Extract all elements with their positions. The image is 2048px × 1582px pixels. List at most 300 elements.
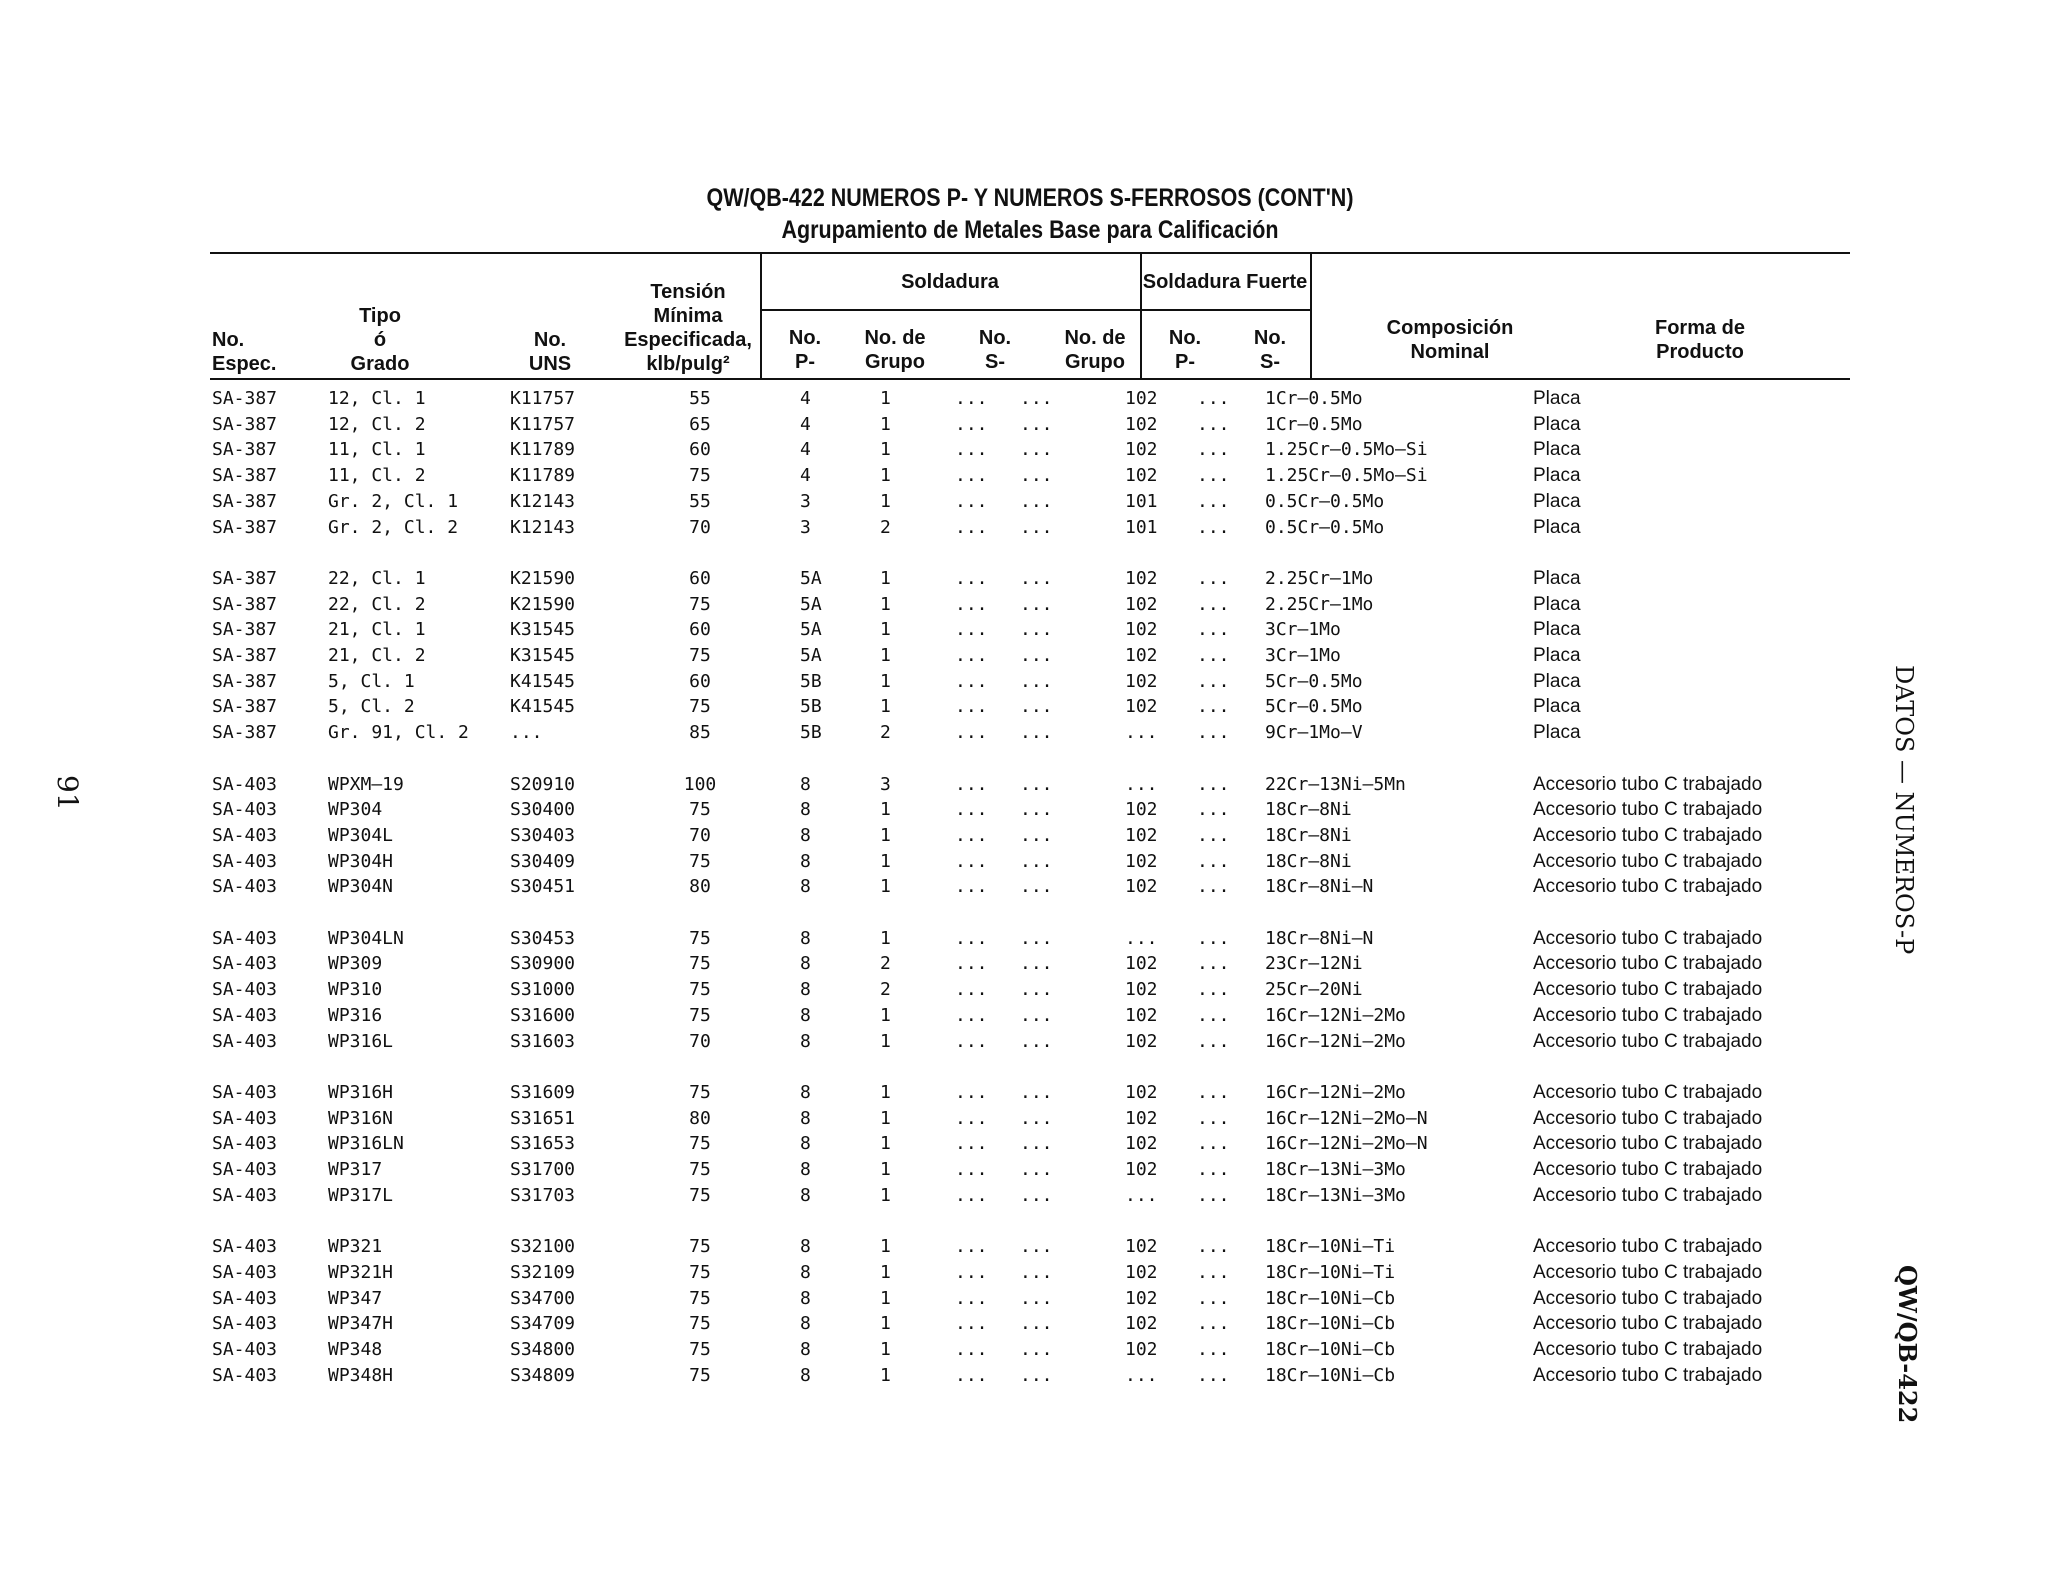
spec-cell: SA-403 <box>212 1338 278 1360</box>
sold-pno-cell: 8 <box>800 876 811 898</box>
composicion-cell: 18Cr–8Ni <box>1265 799 1352 821</box>
tipo-cell: WP304H <box>328 850 394 872</box>
sold-sno-cell: ... <box>955 1287 988 1309</box>
divider-fuerte-right <box>1310 252 1312 379</box>
sold-pno-cell: 8 <box>800 1133 811 1155</box>
sold-grupo-cell: 1 <box>880 1004 891 1026</box>
composicion-cell: 0.5Cr–0.5Mo <box>1265 516 1385 538</box>
table-row <box>212 617 1852 643</box>
tension-cell: 80 <box>689 876 711 898</box>
tension-cell: 60 <box>689 439 711 461</box>
tension-cell: 60 <box>689 619 711 641</box>
sold-sno-cell: ... <box>955 465 988 487</box>
tipo-cell: WP348 <box>328 1338 383 1360</box>
sold-grupo-cell: 1 <box>880 1081 891 1103</box>
sold-pno-cell: 4 <box>800 388 811 409</box>
sold-pno-cell: 8 <box>800 1364 811 1386</box>
spec-cell: SA-403 <box>212 1004 278 1026</box>
uns-cell: ... <box>510 722 543 744</box>
sold-grupo-cell: 2 <box>880 979 891 1001</box>
sold-pno-cell: 8 <box>800 850 811 872</box>
tipo-cell: 21, Cl. 1 <box>328 619 426 641</box>
code-side-label: QW/QB-422 <box>1893 1265 1922 1424</box>
table-row <box>212 823 1852 849</box>
spacer-cell <box>212 900 1852 926</box>
fuerte-sno-cell: ... <box>1197 645 1230 667</box>
forma-cell: Placa <box>1533 722 1581 744</box>
forma-cell: Accesorio tubo C trabajado <box>1533 927 1763 949</box>
composicion-cell: 18Cr–8Ni–N <box>1265 927 1374 949</box>
sold-sno-cell: ... <box>955 1261 988 1283</box>
table-row <box>212 1157 1852 1183</box>
tipo-cell: WP347 <box>328 1287 383 1309</box>
forma-cell: Placa <box>1533 516 1581 538</box>
spec-cell: SA-403 <box>212 1364 278 1386</box>
tipo-cell: WP347H <box>328 1313 394 1335</box>
table-row <box>212 797 1852 823</box>
fuerte-sno-cell: ... <box>1197 670 1230 692</box>
tension-cell: 55 <box>689 388 711 409</box>
spec-cell: SA-403 <box>212 773 278 795</box>
sold-sno-cell: ... <box>955 696 988 718</box>
sold-sgrupo-cell: ... <box>1020 850 1053 872</box>
table-row <box>212 643 1852 669</box>
sold-sgrupo-cell: ... <box>1020 670 1053 692</box>
sold-sgrupo-cell: ... <box>1020 1159 1053 1181</box>
forma-cell: Placa <box>1533 567 1581 589</box>
table-body <box>212 386 1852 1388</box>
tipo-cell: WP304 <box>328 799 383 821</box>
tension-cell: 85 <box>689 722 711 744</box>
sold-grupo-cell: 1 <box>880 439 891 461</box>
sold-grupo-cell: 1 <box>880 593 891 615</box>
sold-sno-cell: ... <box>955 516 988 538</box>
fuerte-pno-cell: 102 <box>1125 696 1158 718</box>
sold-sgrupo-cell: ... <box>1020 465 1053 487</box>
tension-cell: 60 <box>689 670 711 692</box>
composicion-cell: 16Cr–12Ni–2Mo–N <box>1265 1133 1428 1155</box>
table-row <box>212 1183 1852 1209</box>
fuerte-sno-cell: ... <box>1197 979 1230 1001</box>
sold-pno-cell: 8 <box>800 824 811 846</box>
fuerte-pno-cell: 102 <box>1125 876 1158 898</box>
sold-sgrupo-cell: ... <box>1020 773 1053 795</box>
spec-cell: SA-387 <box>212 619 278 641</box>
fuerte-pno-cell: ... <box>1125 1184 1158 1206</box>
table-row <box>212 720 1852 746</box>
table-row <box>212 1311 1852 1337</box>
sold-pno-cell: 8 <box>800 1107 811 1129</box>
composicion-cell: 23Cr–12Ni <box>1265 953 1363 975</box>
sold-grupo-cell: 1 <box>880 1107 891 1129</box>
tension-cell: 70 <box>689 516 711 538</box>
sold-grupo-cell: 1 <box>880 1184 891 1206</box>
sold-sgrupo-cell: ... <box>1020 824 1053 846</box>
tension-cell: 75 <box>689 953 711 975</box>
fuerte-sno-cell: ... <box>1197 953 1230 975</box>
fuerte-sno-cell: ... <box>1197 1261 1230 1283</box>
composicion-cell: 18Cr–10Ni–Cb <box>1265 1364 1396 1386</box>
composicion-cell: 25Cr–20Ni <box>1265 979 1363 1001</box>
uns-cell: S31653 <box>510 1133 576 1155</box>
fuerte-sno-cell: ... <box>1197 722 1230 744</box>
sold-sgrupo-cell: ... <box>1020 953 1053 975</box>
sold-grupo-cell: 1 <box>880 1313 891 1335</box>
fuerte-pno-cell: 101 <box>1125 490 1158 512</box>
header-sold-pno: No. P- <box>788 327 822 373</box>
fuerte-pno-cell: ... <box>1125 1364 1158 1386</box>
uns-cell: S31000 <box>510 979 576 1001</box>
sold-sno-cell: ... <box>955 490 988 512</box>
table-row <box>212 1286 1852 1312</box>
tipo-cell: Gr. 2, Cl. 1 <box>328 490 459 512</box>
composicion-cell: 16Cr–12Ni–2Mo <box>1265 1030 1406 1052</box>
spec-cell: SA-403 <box>212 1081 278 1103</box>
fuerte-pno-cell: 102 <box>1125 1107 1158 1129</box>
forma-cell: Accesorio tubo C trabajado <box>1533 1030 1763 1052</box>
uns-cell: K12143 <box>510 516 576 538</box>
sold-pno-cell: 8 <box>800 1184 811 1206</box>
uns-cell: K41545 <box>510 696 576 718</box>
sold-grupo-cell: 1 <box>880 619 891 641</box>
sold-grupo-cell: 1 <box>880 696 891 718</box>
sold-grupo-cell: 1 <box>880 1236 891 1258</box>
sold-sgrupo-cell: ... <box>1020 722 1053 744</box>
spec-cell: SA-387 <box>212 722 278 744</box>
composicion-cell: 5Cr–0.5Mo <box>1265 670 1363 692</box>
uns-cell: S31600 <box>510 1004 576 1026</box>
tipo-cell: 5, Cl. 1 <box>328 670 415 692</box>
sold-pno-cell: 8 <box>800 773 811 795</box>
forma-cell: Accesorio tubo C trabajado <box>1533 1184 1763 1206</box>
sold-sgrupo-cell: ... <box>1020 516 1053 538</box>
tension-cell: 75 <box>689 1184 711 1206</box>
composicion-cell: 18Cr–13Ni–3Mo <box>1265 1184 1406 1206</box>
table-row <box>212 566 1852 592</box>
sold-pno-cell: 8 <box>800 799 811 821</box>
fuerte-sno-cell: ... <box>1197 1338 1230 1360</box>
composicion-cell: 2.25Cr–1Mo <box>1265 567 1374 589</box>
tipo-cell: WP304L <box>328 824 394 846</box>
uns-cell: S34709 <box>510 1313 576 1335</box>
table-row <box>212 1337 1852 1363</box>
fuerte-pno-cell: 102 <box>1125 1081 1158 1103</box>
table-row <box>212 1363 1852 1389</box>
fuerte-sno-cell: ... <box>1197 1313 1230 1335</box>
fuerte-pno-cell: 101 <box>1125 516 1158 538</box>
header-sold-grupo: No. de Grupo <box>864 327 926 373</box>
sold-sno-cell: ... <box>955 1004 988 1026</box>
sold-sno-cell: ... <box>955 670 988 692</box>
uns-cell: K11757 <box>510 388 576 409</box>
fuerte-sno-cell: ... <box>1197 824 1230 846</box>
tipo-cell: 21, Cl. 2 <box>328 645 426 667</box>
sold-sno-cell: ... <box>955 799 988 821</box>
composicion-cell: 16Cr–12Ni–2Mo <box>1265 1004 1406 1026</box>
table-row <box>212 1080 1852 1106</box>
uns-cell: K11789 <box>510 465 576 487</box>
header-sold-sgrupo: No. de Grupo <box>1064 327 1126 373</box>
tipo-cell: WP309 <box>328 953 383 975</box>
table-row <box>212 386 1852 412</box>
spec-cell: SA-387 <box>212 567 278 589</box>
tension-cell: 80 <box>689 1107 711 1129</box>
sold-pno-cell: 4 <box>800 439 811 461</box>
sold-pno-cell: 5B <box>800 696 822 718</box>
spec-cell: SA-403 <box>212 1030 278 1052</box>
sold-sgrupo-cell: ... <box>1020 799 1053 821</box>
sold-grupo-cell: 2 <box>880 516 891 538</box>
fuerte-pno-cell: 102 <box>1125 1313 1158 1335</box>
fuerte-pno-cell: 102 <box>1125 850 1158 872</box>
forma-cell: Placa <box>1533 465 1581 487</box>
title-line-1: QW/QB-422 NUMEROS P- Y NUMEROS S-FERROSOS (CONT'N) <box>706 184 1354 212</box>
fuerte-sno-cell: ... <box>1197 413 1230 435</box>
header-uns: No. UNS <box>528 329 572 375</box>
table-row <box>212 926 1852 952</box>
sold-sgrupo-cell: ... <box>1020 1081 1053 1103</box>
fuerte-sno-cell: ... <box>1197 465 1230 487</box>
fuerte-pno-cell: 102 <box>1125 1004 1158 1026</box>
spec-cell: SA-403 <box>212 1287 278 1309</box>
header-bottom-rule <box>210 378 1850 380</box>
forma-cell: Accesorio tubo C trabajado <box>1533 799 1763 821</box>
uns-cell: S31609 <box>510 1081 576 1103</box>
sold-grupo-cell: 1 <box>880 670 891 692</box>
spec-cell: SA-387 <box>212 388 278 409</box>
sold-sgrupo-cell: ... <box>1020 696 1053 718</box>
sold-sno-cell: ... <box>955 1364 988 1386</box>
tension-cell: 75 <box>689 1338 711 1360</box>
fuerte-pno-cell: 102 <box>1125 1287 1158 1309</box>
fuerte-sno-cell: ... <box>1197 1287 1230 1309</box>
table-row <box>212 772 1852 798</box>
tension-cell: 75 <box>689 696 711 718</box>
uns-cell: K21590 <box>510 567 576 589</box>
sold-grupo-cell: 1 <box>880 465 891 487</box>
fuerte-sno-cell: ... <box>1197 773 1230 795</box>
composicion-cell: 18Cr–10Ni–Ti <box>1265 1236 1396 1258</box>
fuerte-sno-cell: ... <box>1197 799 1230 821</box>
sold-pno-cell: 4 <box>800 465 811 487</box>
sold-sgrupo-cell: ... <box>1020 1338 1053 1360</box>
spec-cell: SA-387 <box>212 516 278 538</box>
fuerte-sno-cell: ... <box>1197 876 1230 898</box>
forma-cell: Accesorio tubo C trabajado <box>1533 1261 1763 1283</box>
fuerte-pno-cell: 102 <box>1125 388 1158 409</box>
p-numbers-table <box>212 386 1852 1388</box>
sold-pno-cell: 3 <box>800 490 811 512</box>
group-spacer <box>212 540 1852 566</box>
fuerte-pno-cell: 102 <box>1125 1159 1158 1181</box>
forma-cell: Accesorio tubo C trabajado <box>1533 824 1763 846</box>
table-row <box>212 412 1852 438</box>
spacer-cell <box>212 1208 1852 1234</box>
forma-cell: Placa <box>1533 645 1581 667</box>
section-side-label: DATOS — NUMEROS-P <box>1890 665 1918 955</box>
composicion-cell: 1.25Cr–0.5Mo–Si <box>1265 465 1428 487</box>
tension-cell: 55 <box>689 490 711 512</box>
spec-cell: SA-403 <box>212 850 278 872</box>
sold-grupo-cell: 3 <box>880 773 891 795</box>
table-row <box>212 1029 1852 1055</box>
sold-sno-cell: ... <box>955 1133 988 1155</box>
header-tension: Tensión Mínima Especificada, klb/pulg² <box>624 281 752 375</box>
table-row <box>212 592 1852 618</box>
fuerte-sno-cell: ... <box>1197 490 1230 512</box>
tension-cell: 75 <box>689 799 711 821</box>
uns-cell: S34700 <box>510 1287 576 1309</box>
sold-sgrupo-cell: ... <box>1020 1133 1053 1155</box>
header-soldadura: Soldadura <box>901 271 999 293</box>
sold-sgrupo-cell: ... <box>1020 567 1053 589</box>
forma-cell: Accesorio tubo C trabajado <box>1533 1159 1763 1181</box>
sold-sgrupo-cell: ... <box>1020 439 1053 461</box>
tipo-cell: Gr. 91, Cl. 2 <box>328 722 469 744</box>
fuerte-pno-cell: 102 <box>1125 567 1158 589</box>
tipo-cell: WP316LN <box>328 1133 404 1155</box>
uns-cell: S30453 <box>510 927 576 949</box>
composicion-cell: 16Cr–12Ni–2Mo–N <box>1265 1107 1428 1129</box>
sold-grupo-cell: 1 <box>880 1338 891 1360</box>
sold-sno-cell: ... <box>955 593 988 615</box>
composicion-cell: 3Cr–1Mo <box>1265 619 1341 641</box>
tension-cell: 100 <box>683 773 717 795</box>
group-spacer <box>212 900 1852 926</box>
fuerte-sno-cell: ... <box>1197 1133 1230 1155</box>
sold-sgrupo-cell: ... <box>1020 388 1053 409</box>
tipo-cell: WP317 <box>328 1159 383 1181</box>
sold-sgrupo-cell: ... <box>1020 1287 1053 1309</box>
sold-pno-cell: 8 <box>800 1338 811 1360</box>
tension-cell: 75 <box>689 1133 711 1155</box>
fuerte-pno-cell: 102 <box>1125 799 1158 821</box>
header-sold-sno: No. S- <box>978 327 1012 373</box>
header-soldadura-fuerte: Soldadura Fuerte <box>1142 271 1308 293</box>
forma-cell: Accesorio tubo C trabajado <box>1533 953 1763 975</box>
sold-grupo-cell: 1 <box>880 1030 891 1052</box>
tension-cell: 65 <box>689 413 711 435</box>
sold-sno-cell: ... <box>955 1030 988 1052</box>
tension-cell: 75 <box>689 1159 711 1181</box>
tipo-cell: WP316H <box>328 1081 394 1103</box>
spec-cell: SA-387 <box>212 439 278 461</box>
table-row <box>212 515 1852 541</box>
sold-sno-cell: ... <box>955 953 988 975</box>
composicion-cell: 1Cr–0.5Mo <box>1265 388 1363 409</box>
sold-sgrupo-cell: ... <box>1020 1184 1053 1206</box>
uns-cell: S34800 <box>510 1338 576 1360</box>
sold-pno-cell: 5B <box>800 722 822 744</box>
tension-cell: 70 <box>689 824 711 846</box>
sold-grupo-cell: 1 <box>880 388 891 409</box>
tipo-cell: WP304LN <box>328 927 404 949</box>
fuerte-pno-cell: 102 <box>1125 1030 1158 1052</box>
forma-cell: Accesorio tubo C trabajado <box>1533 1364 1763 1386</box>
forma-cell: Accesorio tubo C trabajado <box>1533 1287 1763 1309</box>
sold-grupo-cell: 1 <box>880 1364 891 1386</box>
sold-sno-cell: ... <box>955 876 988 898</box>
spacer-cell <box>212 746 1852 772</box>
composicion-cell: 1Cr–0.5Mo <box>1265 413 1363 435</box>
uns-cell: S31703 <box>510 1184 576 1206</box>
tipo-cell: 22, Cl. 2 <box>328 593 426 615</box>
tipo-cell: 5, Cl. 2 <box>328 696 415 718</box>
uns-cell: K21590 <box>510 593 576 615</box>
sold-pno-cell: 8 <box>800 1159 811 1181</box>
sold-grupo-cell: 1 <box>880 824 891 846</box>
sold-grupo-cell: 1 <box>880 1261 891 1283</box>
forma-cell: Accesorio tubo C trabajado <box>1533 773 1763 795</box>
fuerte-sno-cell: ... <box>1197 593 1230 615</box>
fuerte-pno-cell: 102 <box>1125 413 1158 435</box>
composicion-cell: 22Cr–13Ni–5Mn <box>1265 773 1406 795</box>
spec-cell: SA-387 <box>212 670 278 692</box>
fuerte-sno-cell: ... <box>1197 439 1230 461</box>
spec-cell: SA-403 <box>212 1133 278 1155</box>
sold-sgrupo-cell: ... <box>1020 1004 1053 1026</box>
composicion-cell: 1.25Cr–0.5Mo–Si <box>1265 439 1428 461</box>
fuerte-pno-cell: 102 <box>1125 670 1158 692</box>
composicion-cell: 18Cr–13Ni–3Mo <box>1265 1159 1406 1181</box>
page-number: 91 <box>51 775 84 811</box>
uns-cell: K11757 <box>510 413 576 435</box>
spacer-cell <box>212 1054 1852 1080</box>
table-row <box>212 977 1852 1003</box>
tipo-cell: 22, Cl. 1 <box>328 567 426 589</box>
forma-cell: Accesorio tubo C trabajado <box>1533 876 1763 898</box>
tipo-cell: WP316N <box>328 1107 394 1129</box>
sold-pno-cell: 3 <box>800 516 811 538</box>
spacer-cell <box>212 540 1852 566</box>
sold-sgrupo-cell: ... <box>1020 876 1053 898</box>
fuerte-pno-cell: 102 <box>1125 953 1158 975</box>
tension-cell: 75 <box>689 1004 711 1026</box>
forma-cell: Placa <box>1533 619 1581 641</box>
fuerte-sno-cell: ... <box>1197 1030 1230 1052</box>
sold-grupo-cell: 1 <box>880 799 891 821</box>
forma-cell: Accesorio tubo C trabajado <box>1533 979 1763 1001</box>
sold-pno-cell: 8 <box>800 1236 811 1258</box>
tension-cell: 75 <box>689 1287 711 1309</box>
sold-pno-cell: 8 <box>800 927 811 949</box>
uns-cell: S20910 <box>510 773 576 795</box>
fuerte-sno-cell: ... <box>1197 1107 1230 1129</box>
spec-cell: SA-403 <box>212 1261 278 1283</box>
fuerte-sno-cell: ... <box>1197 1184 1230 1206</box>
fuerte-sno-cell: ... <box>1197 619 1230 641</box>
fuerte-pno-cell: 102 <box>1125 824 1158 846</box>
tension-cell: 75 <box>689 465 711 487</box>
sold-grupo-cell: 1 <box>880 876 891 898</box>
sold-sgrupo-cell: ... <box>1020 490 1053 512</box>
forma-cell: Placa <box>1533 696 1581 718</box>
fuerte-sno-cell: ... <box>1197 927 1230 949</box>
sold-pno-cell: 8 <box>800 1261 811 1283</box>
uns-cell: S31651 <box>510 1107 576 1129</box>
composicion-cell: 16Cr–12Ni–2Mo <box>1265 1081 1406 1103</box>
sold-sgrupo-cell: ... <box>1020 979 1053 1001</box>
tipo-cell: WP316L <box>328 1030 394 1052</box>
group-spacer <box>212 1208 1852 1234</box>
sold-sno-cell: ... <box>955 850 988 872</box>
spec-cell: SA-387 <box>212 490 278 512</box>
tipo-cell: WP316 <box>328 1004 383 1026</box>
fuerte-pno-cell: 102 <box>1125 645 1158 667</box>
fuerte-pno-cell: 102 <box>1125 979 1158 1001</box>
uns-cell: K11789 <box>510 439 576 461</box>
tension-cell: 75 <box>689 1313 711 1335</box>
